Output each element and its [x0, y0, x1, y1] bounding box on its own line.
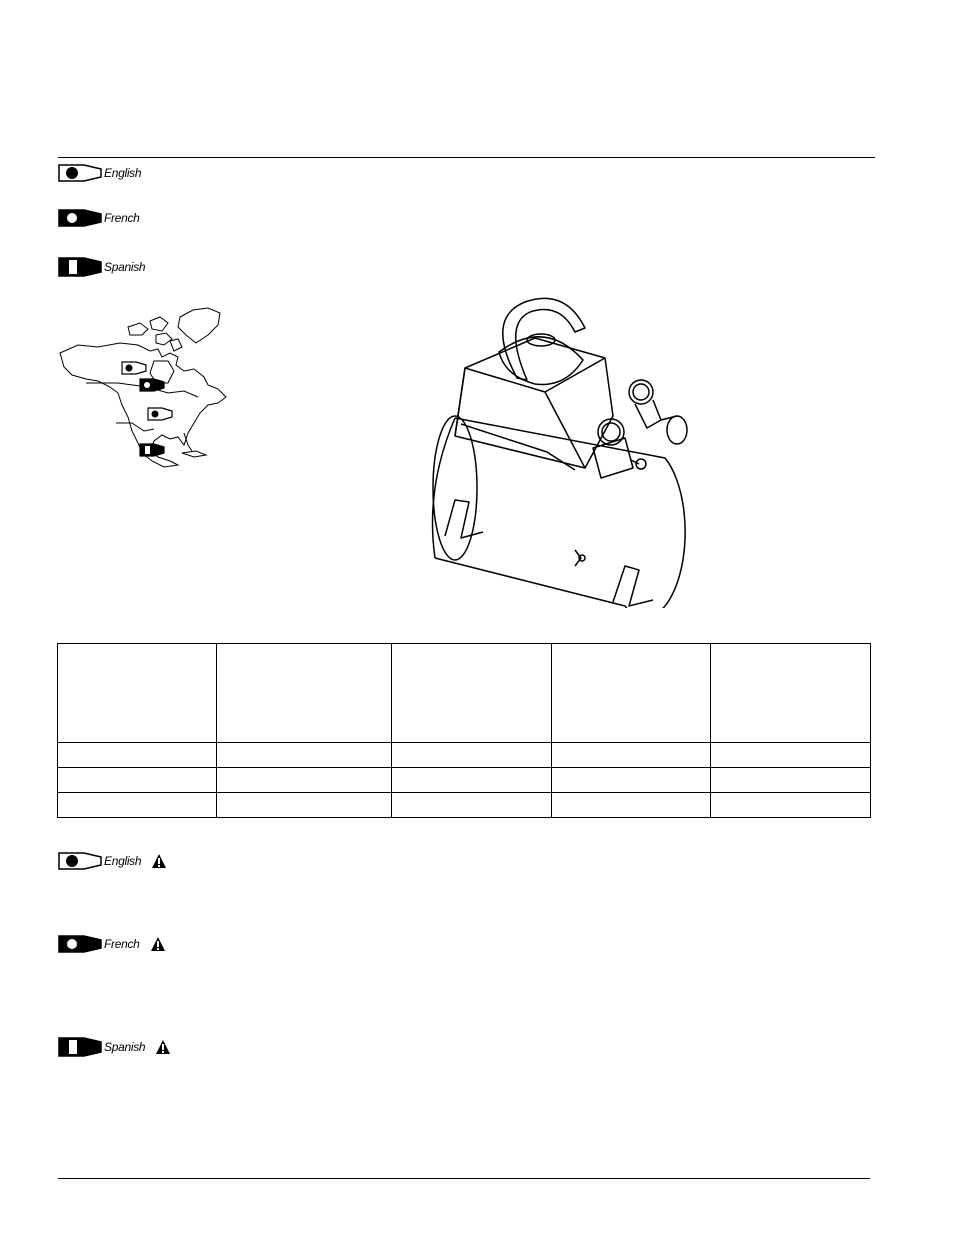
lang-label: French: [104, 211, 140, 225]
table-header-cell: [552, 644, 711, 743]
table-cell: [392, 743, 552, 768]
table-cell: [392, 768, 552, 793]
table-cell: [217, 793, 392, 818]
spec-table: [57, 643, 871, 818]
lang-english-top: [58, 164, 141, 182]
language-flag-icon: [58, 257, 102, 277]
table-cell: [711, 743, 871, 768]
lang-label: English: [104, 166, 142, 180]
language-flag-icon: [58, 209, 102, 227]
language-flag-icon: [58, 852, 102, 870]
table-cell: [58, 743, 217, 768]
table-cell: [552, 768, 711, 793]
lang-label: English: [104, 854, 142, 868]
lang-spanish-warning: [58, 1037, 171, 1057]
warning-triangle-icon: [150, 936, 166, 952]
lang-label: Spanish: [104, 260, 146, 274]
table-cell: [58, 768, 217, 793]
table-cell: [552, 743, 711, 768]
table-cell: [392, 793, 552, 818]
warning-triangle-icon: [151, 853, 167, 869]
table-cell: [58, 793, 217, 818]
table-cell: [711, 768, 871, 793]
table-header-cell: [217, 644, 392, 743]
table-header-row: [58, 644, 871, 743]
table-row: [58, 793, 871, 818]
warning-triangle-icon: [155, 1039, 171, 1055]
table-row: [58, 768, 871, 793]
language-flag-icon: [58, 1037, 102, 1057]
lang-label: French: [104, 937, 140, 951]
air-compressor-illustration: [425, 288, 705, 608]
language-flag-icon: [58, 164, 102, 182]
table-cell: [711, 793, 871, 818]
lang-label: Spanish: [104, 1040, 146, 1054]
bottom-rule: [58, 1178, 870, 1179]
north-america-map: [58, 305, 238, 470]
top-rule: [58, 157, 875, 158]
language-flag-icon: [58, 935, 102, 953]
lang-english-warning: [58, 852, 167, 870]
table-cell: [217, 743, 392, 768]
table-header-cell: [392, 644, 552, 743]
table-row: [58, 743, 871, 768]
lang-french-warning: [58, 935, 166, 953]
lang-spanish-top: [58, 257, 145, 277]
lang-french-top: [58, 209, 140, 227]
table-cell: [552, 793, 711, 818]
table-header-cell: [58, 644, 217, 743]
table-header-cell: [711, 644, 871, 743]
table-cell: [217, 768, 392, 793]
